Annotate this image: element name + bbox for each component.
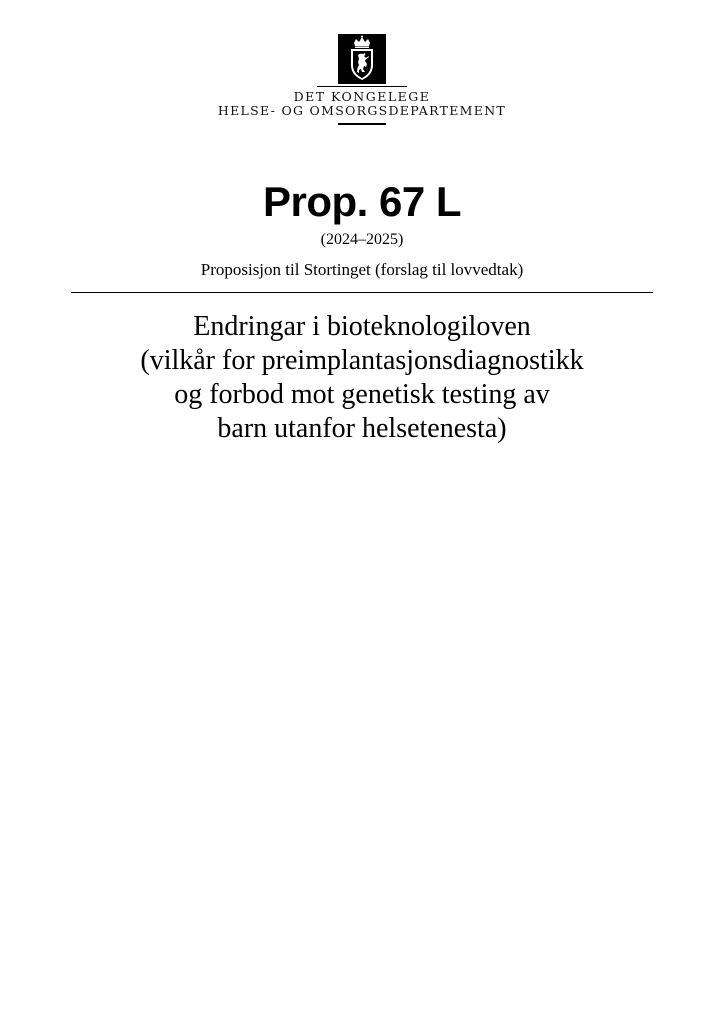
- document-title: Prop. 67 L: [262, 178, 462, 225]
- title-divider: [71, 292, 653, 293]
- document-heading: [0, 310, 724, 446]
- session-years: (2024–2025): [320, 231, 404, 248]
- ministry-name-line-1: DET KONGELEGE: [293, 89, 431, 104]
- heading-line: og forbod mot genetisk testing av: [174, 379, 550, 410]
- logo-divider-bottom: [338, 123, 386, 125]
- heading-line: barn utanfor helsetenesta): [217, 413, 507, 444]
- norwegian-coat-of-arms-icon: [338, 34, 386, 84]
- document-subtitle: Proposisjon til Stortinget (forslag til lovvedtak): [200, 260, 524, 279]
- logo-divider-top: [317, 86, 407, 87]
- heading-line: Endringar i bioteknologiloven: [193, 311, 531, 342]
- ministry-name-line-2: HELSE- OG OMSORGSDEPARTEMENT: [217, 103, 507, 118]
- logo: [0, 34, 724, 89]
- heading-line: (vilkår for preimplantasjonsdiagnostikk: [140, 345, 584, 376]
